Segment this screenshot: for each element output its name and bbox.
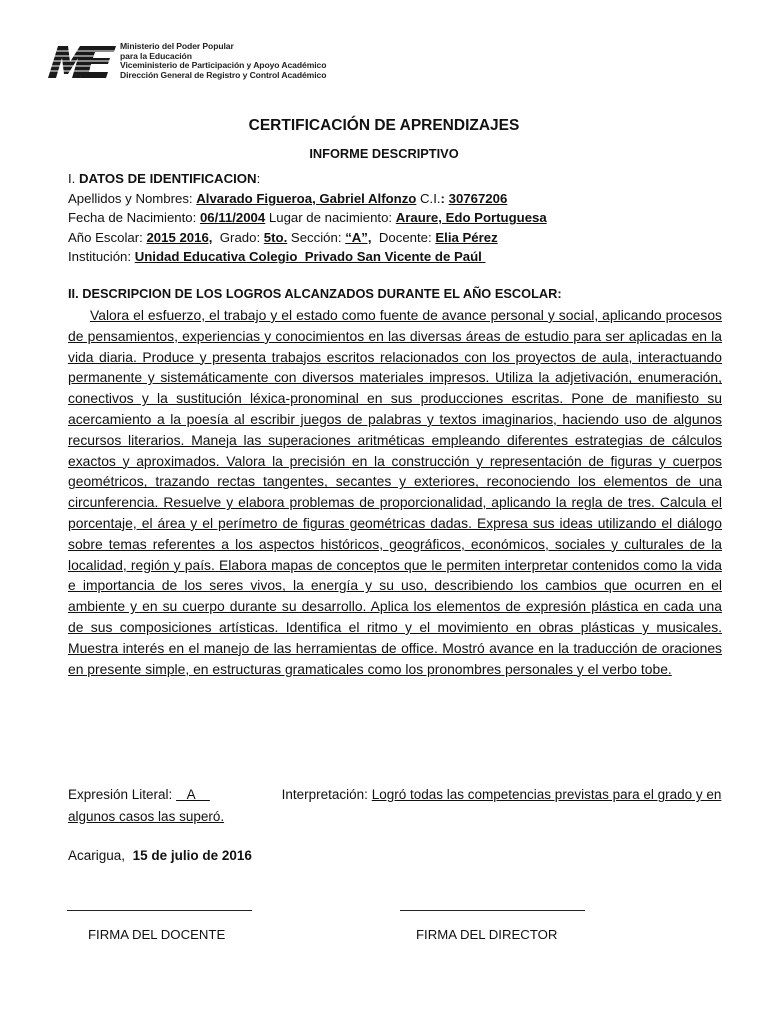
logo-text: [120, 42, 326, 80]
birth-value: 06/11/2004: [199, 210, 266, 225]
year-value: 2015 2016,: [146, 230, 213, 245]
grade-label: Grado:: [219, 230, 261, 245]
achievements-paragraph: [68, 305, 722, 679]
logo-line: Ministerio del Poder Popular: [120, 41, 234, 51]
teacher-signature-line: [67, 910, 252, 911]
literal-label: Expresión Literal:: [68, 787, 173, 802]
ministry-logo: [44, 38, 334, 82]
institution-row: [68, 249, 486, 264]
achievements-text: Valora el esfuerzo, el trabajo y el estado como fuente de avance personal y social, aplicando procesos de pensamientos, experiencias y conocimientos en las diversas áreas de estudio para ser aplicadas en la vida diaria. Produce y presenta trabajos escritos relacionados con los proyectos de aula, interactuando permanente y sistemáticamente con diversos materiales impresos. Utiliza la adjetivación, enumeración, conectivos y la sustitución léxica-pronominal en sus producciones escritas. Pone de manifiesto su acercamiento a la poesía al escribir juegos de palabras y textos imaginarios, haciendo uso de algunos recursos literarios. Maneja las superaciones aritméticas empleando diferentes estrategias de cálculos exactos y aproximados. Valora la precisión en la construcción y representación de figuras y cuerpos geométricos, trazando rectas tangentes, secantes y exteriores, reconociendo los elementos de una circunferencia. Resuelve y elabora problemas de proporcionalidad, aplicando la regla de tres. Calcula el porcentaje, el área y el perímetro de figuras geométricas dadas. Expresa sus ideas utilizando el diálogo sobre temas referentes a los aspectos históricos, geográficos, económicos, sociales y culturales de la localidad, región y país. Elabora mapas de conceptos que le permiten interpretar contenidos como la vida e importancia de los seres vivos, la energía y su uso, describiendo los cambios que ocurren en el ambiente y en su cuerpo durante su desarrollo. Aplica los elementos de expresión plástica en cada una de sus composiciones artísticas. Identifica el ritmo y el movimiento en obras plásticas y musicales. Muestra interés en el manejo de las herramientas de office. Mostró avance en la traducción de oraciones en presente simple, en estructuras gramaticales como los pronombres personales y el verbo tobe.: [68, 307, 722, 677]
institution-value: Unidad Educativa Colegio Privado San Vicente de Paúl: [134, 249, 486, 264]
evaluation-block: [68, 784, 724, 827]
interpretation-label: Interpretación:: [281, 787, 368, 802]
date: 15 de julio de 2016: [132, 848, 252, 863]
ci-label: C.I.: [420, 191, 441, 206]
teacher-signature-label: FIRMA DEL DOCENTE: [88, 927, 226, 942]
section-label: Sección:: [290, 230, 342, 245]
grade-value: 5to.: [263, 230, 288, 245]
teacher-label: Docente:: [378, 230, 432, 245]
ci-colon: :: [440, 191, 445, 206]
names-label: Apellidos y Nombres:: [68, 191, 193, 206]
document-subtitle: INFORME DESCRIPTIVO: [309, 146, 459, 161]
logo-line: Viceministerio de Participación y Apoyo Académico: [120, 60, 327, 71]
document-title: CERTIFICACIÓN DE APRENDIZAJES: [248, 117, 520, 134]
section2-heading: II. DESCRIPCION DE LOS LOGROS ALCANZADOS DURANTE EL AÑO ESCOLAR:: [68, 286, 562, 301]
interpretation-value: Logró todas las competencias previstas para el grado y en algunos casos las superó.: [68, 787, 722, 824]
ci-value: 30767206: [448, 191, 508, 206]
section1-colon: :: [256, 171, 261, 186]
institution-label: Institución:: [68, 249, 132, 264]
section1-heading-line: [68, 171, 260, 186]
section-value: “A”,: [345, 230, 372, 245]
section1-number: I.: [68, 171, 76, 186]
section1-heading: DATOS DE IDENTIFICACION: [79, 171, 257, 186]
me-logo-mark: [44, 40, 118, 80]
birth-row: [68, 210, 547, 225]
logo-line: para la Educación: [120, 50, 192, 61]
place: Acarigua,: [68, 848, 126, 863]
school-year-row: [68, 230, 498, 245]
literal-value: A: [176, 787, 210, 802]
logo-line: Dirección General de Registro y Control Académico: [120, 69, 327, 80]
names-value: Alvarado Figueroa, Gabriel Alfonzo: [196, 191, 417, 206]
teacher-value: Elia Pérez: [435, 230, 498, 245]
place-date: [68, 848, 252, 863]
birthplace-label: Lugar de nacimiento:: [268, 210, 393, 225]
director-signature-label: FIRMA DEL DIRECTOR: [416, 927, 558, 942]
birth-label: Fecha de Nacimiento:: [68, 210, 197, 225]
names-row: [68, 191, 507, 206]
year-label: Año Escolar:: [68, 230, 143, 245]
birthplace-value: Araure, Edo Portuguesa: [395, 210, 547, 225]
director-signature-line: [400, 910, 585, 911]
